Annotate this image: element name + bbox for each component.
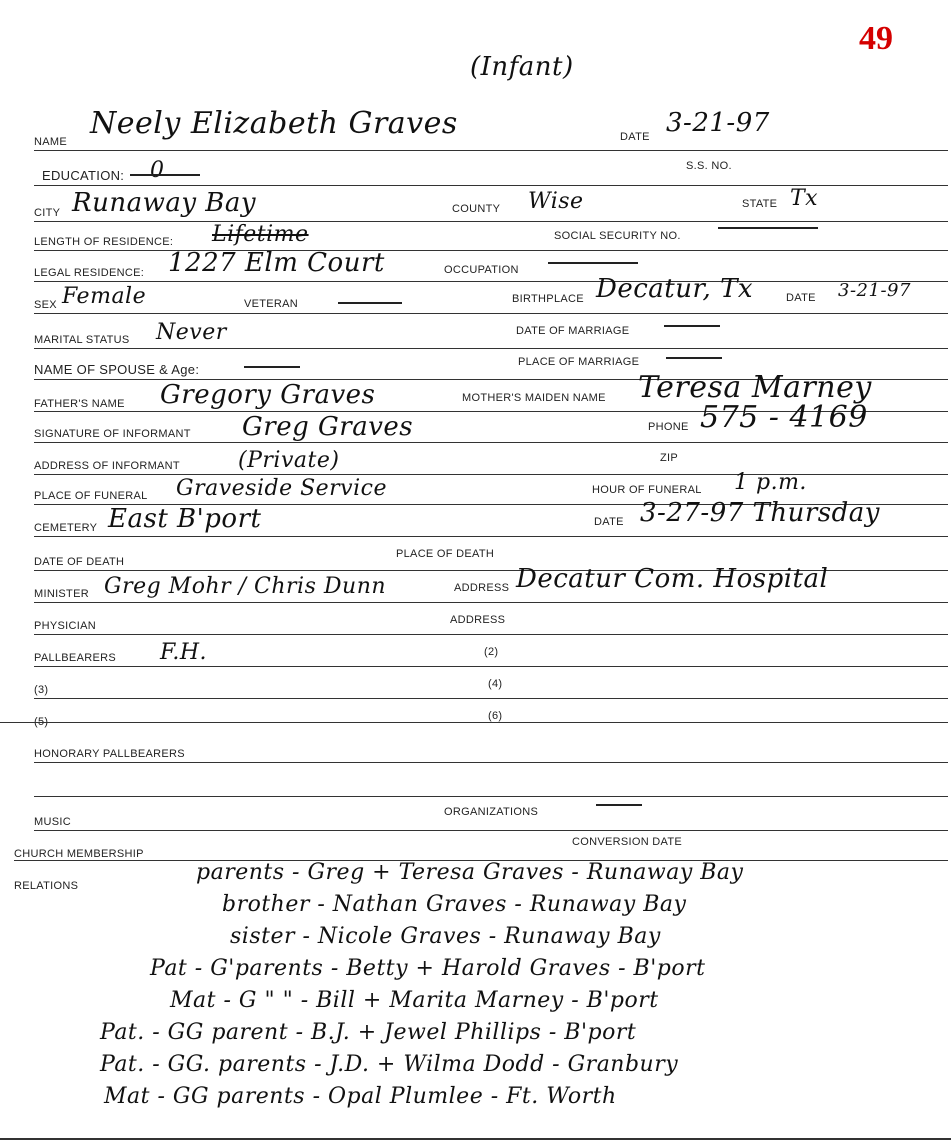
physician-address-label: ADDRESS [450, 614, 506, 626]
place-of-death-label: PLACE OF DEATH [396, 548, 495, 560]
honorary-pallbearers-label: HONORARY PALLBEARERS [34, 748, 185, 760]
date-value: 3-21-97 [666, 108, 770, 138]
fathers-name-label: FATHER'S NAME [34, 398, 125, 410]
conversion-date-label: CONVERSION DATE [572, 836, 683, 848]
church-membership-label: CHURCH MEMBERSHIP [14, 848, 144, 860]
rule-physician [34, 634, 948, 635]
pallbearer-2-label: (2) [484, 646, 499, 658]
pallbearer-4-label: (4) [488, 678, 503, 690]
signature-of-informant-value: Greg Graves [242, 412, 414, 442]
signature-of-informant-label: SIGNATURE OF INFORMANT [34, 428, 191, 440]
veteran-dash [338, 302, 402, 304]
relations-line-3: sister - Nicole Graves - Runaway Bay [230, 924, 661, 949]
date-of-marriage-label: DATE OF MARRIAGE [516, 325, 630, 337]
relations-line-5: Mat - G " " - Bill + Marita Marney - B'port [170, 988, 659, 1013]
rule-pallbearers [34, 666, 948, 667]
funeral-date-value: 3-27-97 Thursday [640, 498, 880, 528]
birthplace-value: Decatur, Tx [596, 274, 754, 304]
hour-of-funeral-value: 1 p.m. [734, 470, 807, 495]
rule-honorary [34, 762, 948, 763]
legal-residence-label: LEGAL RESIDENCE: [34, 267, 145, 279]
place-of-marriage-dash [666, 357, 722, 359]
sex-label: SEX [34, 299, 57, 311]
minister-address-label: ADDRESS [454, 582, 510, 594]
relations-label: RELATIONS [14, 880, 79, 892]
hour-of-funeral-label: HOUR OF FUNERAL [592, 484, 702, 496]
rule-pallbearer-3 [34, 698, 948, 699]
fathers-name-value: Gregory Graves [160, 380, 376, 410]
phone-value: 575 - 4169 [700, 400, 868, 435]
physician-label: PHYSICIAN [34, 620, 96, 632]
relations-line-1: parents - Greg + Teresa Graves - Runaway Bay [196, 860, 744, 885]
social-security-no-dash [718, 227, 818, 229]
ss-no-label: S.S. NO. [686, 160, 732, 172]
occupation-dash [548, 262, 638, 264]
address-of-informant-value: (Private) [238, 448, 340, 473]
relations-line-7: Pat. - GG. parents - J.D. + Wilma Dodd - Granbury [100, 1052, 679, 1077]
veteran-label: VETERAN [244, 298, 299, 310]
state-value: Tx [790, 186, 819, 211]
state-label: STATE [742, 198, 778, 210]
zip-label: ZIP [660, 452, 679, 464]
county-value: Wise [528, 189, 584, 214]
rule-city [34, 221, 948, 222]
page-number: 49 [859, 20, 893, 57]
date-of-marriage-dash [664, 325, 720, 327]
minister-label: MINISTER [34, 588, 89, 600]
cemetery-label: CEMETERY [34, 522, 98, 534]
organizations-label: ORGANIZATIONS [444, 806, 539, 818]
organizations-dash [596, 804, 642, 806]
date-label: DATE [620, 131, 650, 143]
mothers-maiden-name-value: Teresa Marney [638, 370, 872, 405]
relations-line-6: Pat. - GG parent - B.J. + Jewel Phillips - B'port [100, 1020, 637, 1045]
rule-music [34, 830, 948, 831]
cemetery-value: East B'port [108, 504, 262, 534]
minister-address-value: Decatur Com. Hospital [516, 564, 829, 594]
spouse-dash [244, 366, 300, 368]
name-value: Neely Elizabeth Graves [90, 106, 458, 141]
phone-label: PHONE [648, 421, 689, 433]
pallbearers-value: F.H. [160, 640, 208, 665]
county-label: COUNTY [452, 203, 501, 215]
address-of-informant-label: ADDRESS OF INFORMANT [34, 460, 180, 472]
rule-legal [34, 281, 948, 282]
length-of-residence-value: Lifetime [212, 222, 309, 247]
rule-pallbearer-5 [0, 722, 948, 723]
rule-bottom [0, 1138, 951, 1140]
education-value: 0 [150, 158, 165, 183]
music-label: MUSIC [34, 816, 71, 828]
birth-date-value: 3-21-97 [838, 280, 911, 301]
date-of-death-label: DATE OF DEATH [34, 556, 125, 568]
education-strike [130, 174, 200, 176]
marital-status-label: MARITAL STATUS [34, 334, 130, 346]
marital-status-value: Never [156, 320, 227, 345]
spouse-label: NAME OF SPOUSE & Age: [34, 362, 200, 377]
name-label: NAME [34, 136, 67, 148]
rule-address [34, 474, 948, 475]
mothers-maiden-name-label: MOTHER'S MAIDEN NAME [462, 392, 606, 404]
pallbearer-6-label: (6) [488, 710, 503, 722]
pallbearer-5-label: (5) [34, 716, 49, 728]
rule-name [34, 150, 948, 151]
rule-honorary-2 [34, 796, 948, 797]
length-of-residence-label: LENGTH OF RESIDENCE: [34, 236, 174, 248]
relations-line-8: Mat - GG parents - Opal Plumlee - Ft. Worth [104, 1084, 617, 1109]
rule-minister [34, 602, 948, 603]
funeral-date-label: DATE [594, 516, 624, 528]
social-security-no-label: SOCIAL SECURITY NO. [554, 230, 681, 242]
legal-residence-value: 1227 Elm Court [168, 248, 385, 278]
birthplace-label: BIRTHPLACE [512, 293, 584, 305]
relations-line-2: brother - Nathan Graves - Runaway Bay [222, 892, 687, 917]
rule-cemetery [34, 536, 948, 537]
city-value: Runaway Bay [72, 188, 257, 218]
rule-signature [34, 442, 948, 443]
place-of-funeral-label: PLACE OF FUNERAL [34, 490, 148, 502]
place-of-marriage-label: PLACE OF MARRIAGE [518, 356, 640, 368]
birth-date-label: DATE [786, 292, 816, 304]
place-of-funeral-value: Graveside Service [176, 476, 387, 501]
city-label: CITY [34, 207, 61, 219]
rule-sex [34, 313, 948, 314]
sex-value: Female [62, 284, 147, 309]
education-label: EDUCATION: [42, 168, 125, 183]
pallbearers-label: PALLBEARERS [34, 652, 116, 664]
pallbearer-3-label: (3) [34, 684, 49, 696]
header-note: (Infant) [470, 52, 574, 82]
minister-value: Greg Mohr / Chris Dunn [104, 574, 387, 599]
relations-line-4: Pat - G'parents - Betty + Harold Graves - B'port [150, 956, 706, 981]
occupation-label: OCCUPATION [444, 264, 519, 276]
rule-marital [34, 348, 948, 349]
